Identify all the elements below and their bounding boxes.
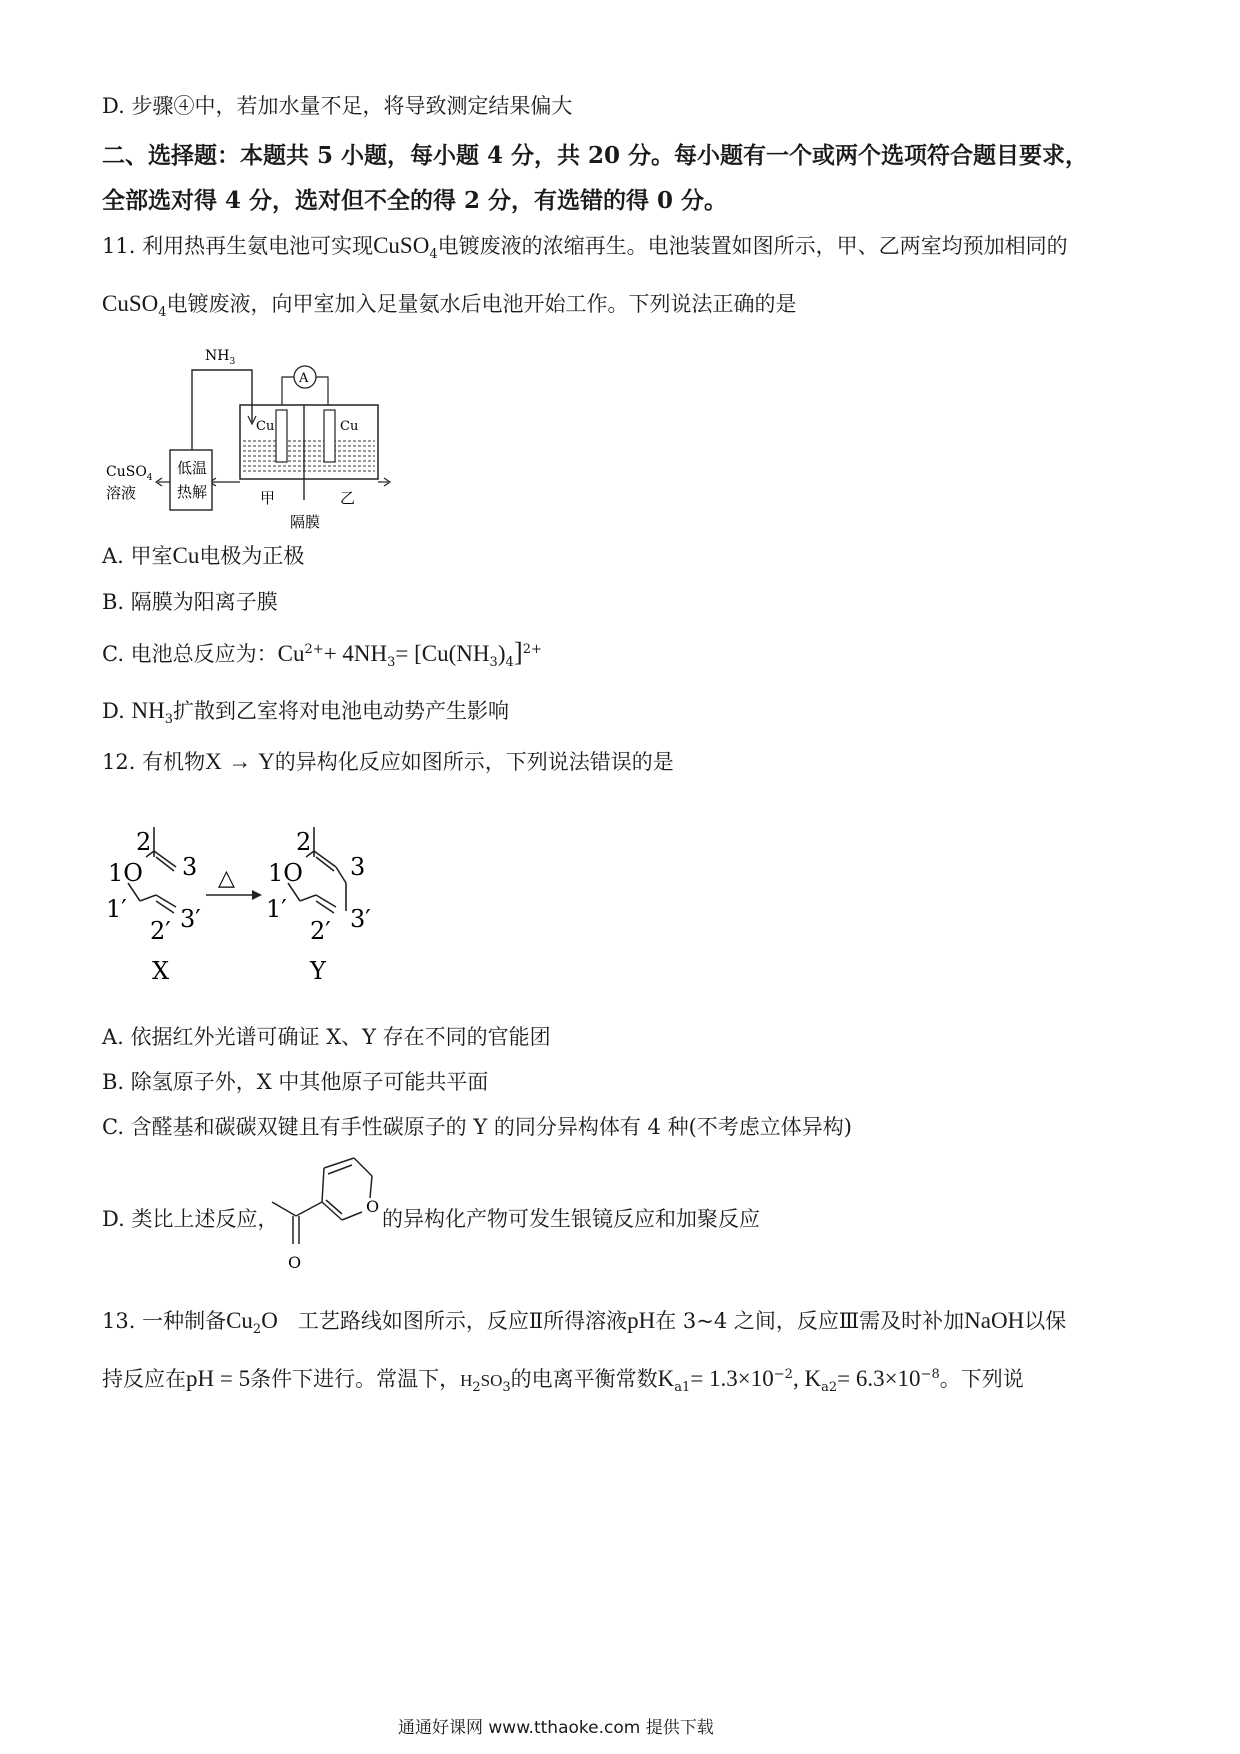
q12-option-c: C. 含醛基和碳碳双键且有手性碳原子的 Y 的同分异构体有 4 种(不考虑立体异构) <box>102 1115 852 1139</box>
isomerization-diagram <box>100 815 400 995</box>
q11-option-c: C. 电池总反应为：$Cu^{2+}+ 4NH_3= [Cu(NH_3)_4]^{2+}$ <box>102 637 542 671</box>
nh3-label: $NH_3$ <box>205 348 236 367</box>
x-label-1o: 1O <box>108 859 143 887</box>
page-footer: 通通好课网 www.tthaoke.com 提供下载 <box>398 1718 714 1738</box>
cu-electrode-left <box>276 410 287 462</box>
section-heading-line-2: 全部选对得 4 分，选对但不全的得 2 分，有选错的得 0 分。 <box>102 187 728 214</box>
ammonia-battery-diagram <box>100 340 420 540</box>
q13-stem-line-2: 持反应在pH = 5条件下进行。常温下，$H_2SO_3$的电离平衡常数$K_{a1}= 1.3\times 10^{-2}$, $K_{a2}= 6.3\times 10^{-8}$。下列说 <box>102 1366 1024 1396</box>
x-label-3: 3 <box>182 853 198 881</box>
pyran-ketone-structure <box>262 1150 388 1280</box>
section-heading-line-1: 二、选择题：本题共 5 小题，每小题 4 分，共 20 分。每小题有一个或两个选项符合题目要求， <box>102 142 1089 169</box>
y-label-2p: 2′ <box>310 917 331 945</box>
q13-stem-line-1: 13. 一种制备$Cu_2O$ 工艺路线如图所示，反应Ⅱ所得溶液pH在 3~4 之间，反应Ⅲ需及时补加NaOH以保 <box>102 1308 1067 1338</box>
y-label-3p: 3′ <box>350 905 371 933</box>
q12-option-b: B. 除氢原子外，X 中其他原子可能共平面 <box>102 1070 489 1094</box>
y-label-2: 2 <box>296 828 312 856</box>
solution-label: 溶液 <box>106 484 137 502</box>
q11-stem-line-1: 11. 利用热再生氨电池可实现CuSO$_4$电镀废液的浓缩再生。电池装置如图所示，甲、乙两室均预加相同的 <box>102 233 1068 263</box>
cu-electrode-right <box>324 410 335 462</box>
x-label-3p: 3′ <box>180 905 201 933</box>
q11-option-a: A. 甲室Cu电极为正极 <box>102 543 305 568</box>
box-text-1: 低温 <box>177 459 208 477</box>
box-text-2: 热解 <box>177 483 208 501</box>
cu-right-label: Cu <box>340 419 359 434</box>
jia-label: 甲 <box>260 489 276 507</box>
y-label-1o: 1O <box>268 859 303 887</box>
q12-option-d-text-1: D. 类比上述反应， <box>102 1207 279 1231</box>
x-label-1p: 1′ <box>106 895 127 923</box>
x-name: X <box>152 957 170 985</box>
q11-option-d: D. $NH_3$扩散到乙室将对电池电动势产生影响 <box>102 698 509 728</box>
cuso4-label: CuSO$_4$ <box>106 464 153 483</box>
q12-stem: 12. 有机物X → Y的异构化反应如图所示，下列说法错误的是 <box>102 749 674 774</box>
q12-option-a: A. 依据红外光谱可确证 X、Y 存在不同的官能团 <box>102 1025 551 1049</box>
x-label-2p: 2′ <box>150 917 171 945</box>
q11-option-b: B. 隔膜为阳离子膜 <box>102 590 278 614</box>
yi-label: 乙 <box>340 489 356 507</box>
heat-symbol: △ <box>218 866 235 891</box>
q10-option-d: D. 步骤④中，若加水量不足，将导致测定结果偏大 <box>102 94 573 118</box>
y-label-3: 3 <box>350 853 366 881</box>
y-label-1p: 1′ <box>266 895 287 923</box>
reaction-arrowhead <box>252 890 262 900</box>
x-label-2: 2 <box>136 828 152 856</box>
carbonyl-oxygen: O <box>288 1253 302 1272</box>
cu-left-label: Cu <box>256 419 275 434</box>
y-name: Y <box>310 957 326 985</box>
q12-option-d-text-2: 的异构化产物可发生银镜反应和加聚反应 <box>382 1207 760 1231</box>
ring-oxygen: O <box>366 1197 380 1216</box>
q11-stem-line-2: CuSO$_4$电镀废液，向甲室加入足量氨水后电池开始工作。下列说法正确的是 <box>102 291 797 321</box>
membrane-label: 隔膜 <box>290 513 321 531</box>
ammeter-label: A <box>299 371 309 386</box>
